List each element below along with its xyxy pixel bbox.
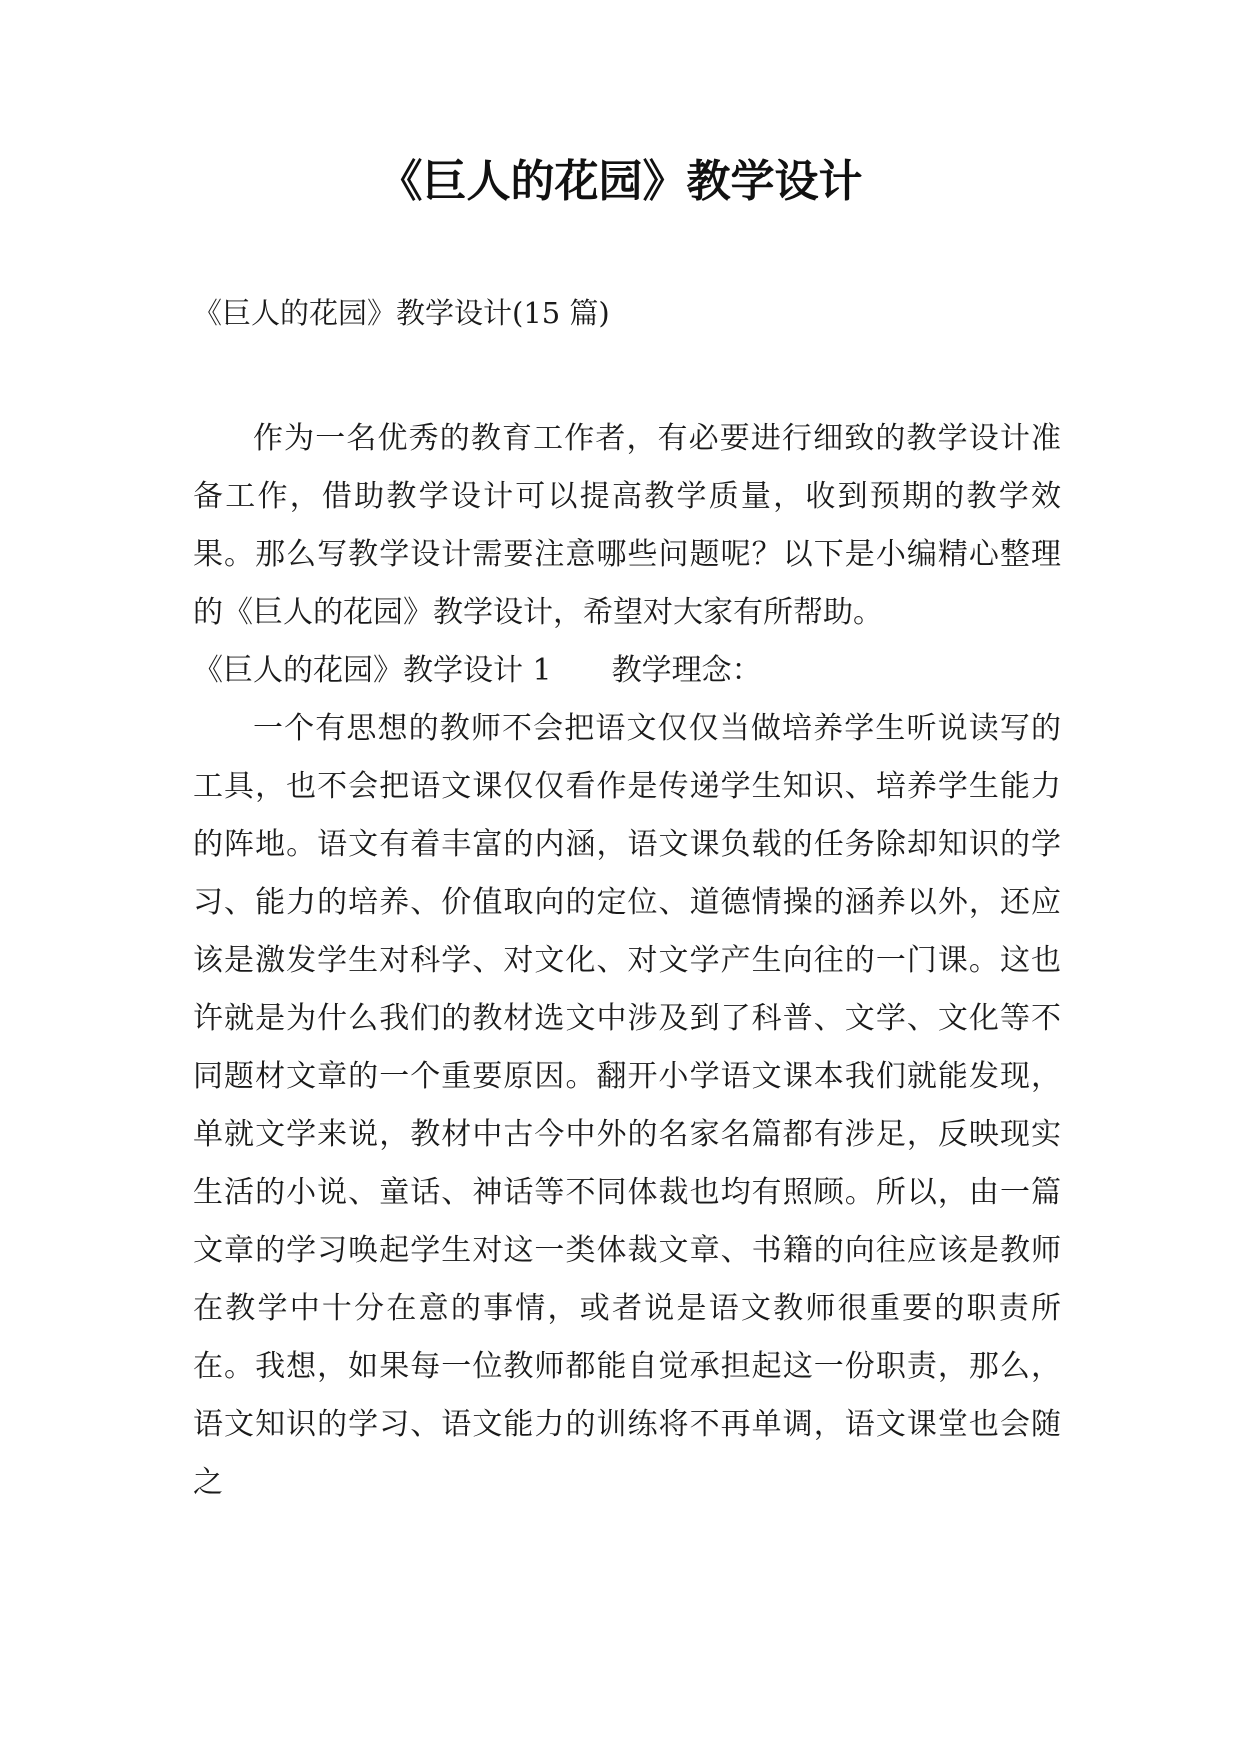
document-title: 《巨人的花园》教学设计: [378, 156, 863, 207]
section-label: 教学理念：: [611, 653, 762, 688]
intro-paragraph: 作为一名优秀的教育工作者，有必要进行细致的教学设计准备工作，借助教学设计可以提高教学质量，收到预期的教学效果。那么写教学设计需要注意哪些问题呢？以下是小编精心整理的《巨人的花园》教学设计，希望对大家有所帮助。: [193, 421, 1061, 630]
body-paragraph: 一个有思想的教师不会把语文仅仅当做培养学生听说读写的工具，也不会把语文课仅仅看作是传递学生知识、培养学生能力的阵地。语文有着丰富的内涵，语文课负载的任务除却知识的学习、能力的培养、价值取向的定位、道德情操的涵养以外，还应该是激发学生对科学、对文化、对文学产生向往的一门课。这也许就是为什么我们的教材选文中涉及到了科普、文学、文化等不同题材文章的一个重要原因。翻开小学语文课本我们就能发现，单就文学来说，教材中古今中外的名家名篇都有涉足，反映现实生活的小说、童话、神话等不同体裁也均有照顾。所以，由一篇文章的学习唤起学生对这一类体裁文章、书籍的向往应该是教师在教学中十分在意的事情，或者说是语文教师很重要的职责所在。我想，如果每一位教师都能自觉承担起这一份职责，那么，语文知识的学习、语文能力的训练将不再单调，语文课堂也会随之: [193, 711, 1061, 1500]
document-subtitle: 《巨人的花园》教学设计(15 篇): [193, 296, 610, 330]
document-body: [193, 410, 1061, 1512]
section-heading-line: [193, 642, 1061, 700]
section-heading: 《巨人的花园》教学设计 1: [193, 653, 552, 688]
